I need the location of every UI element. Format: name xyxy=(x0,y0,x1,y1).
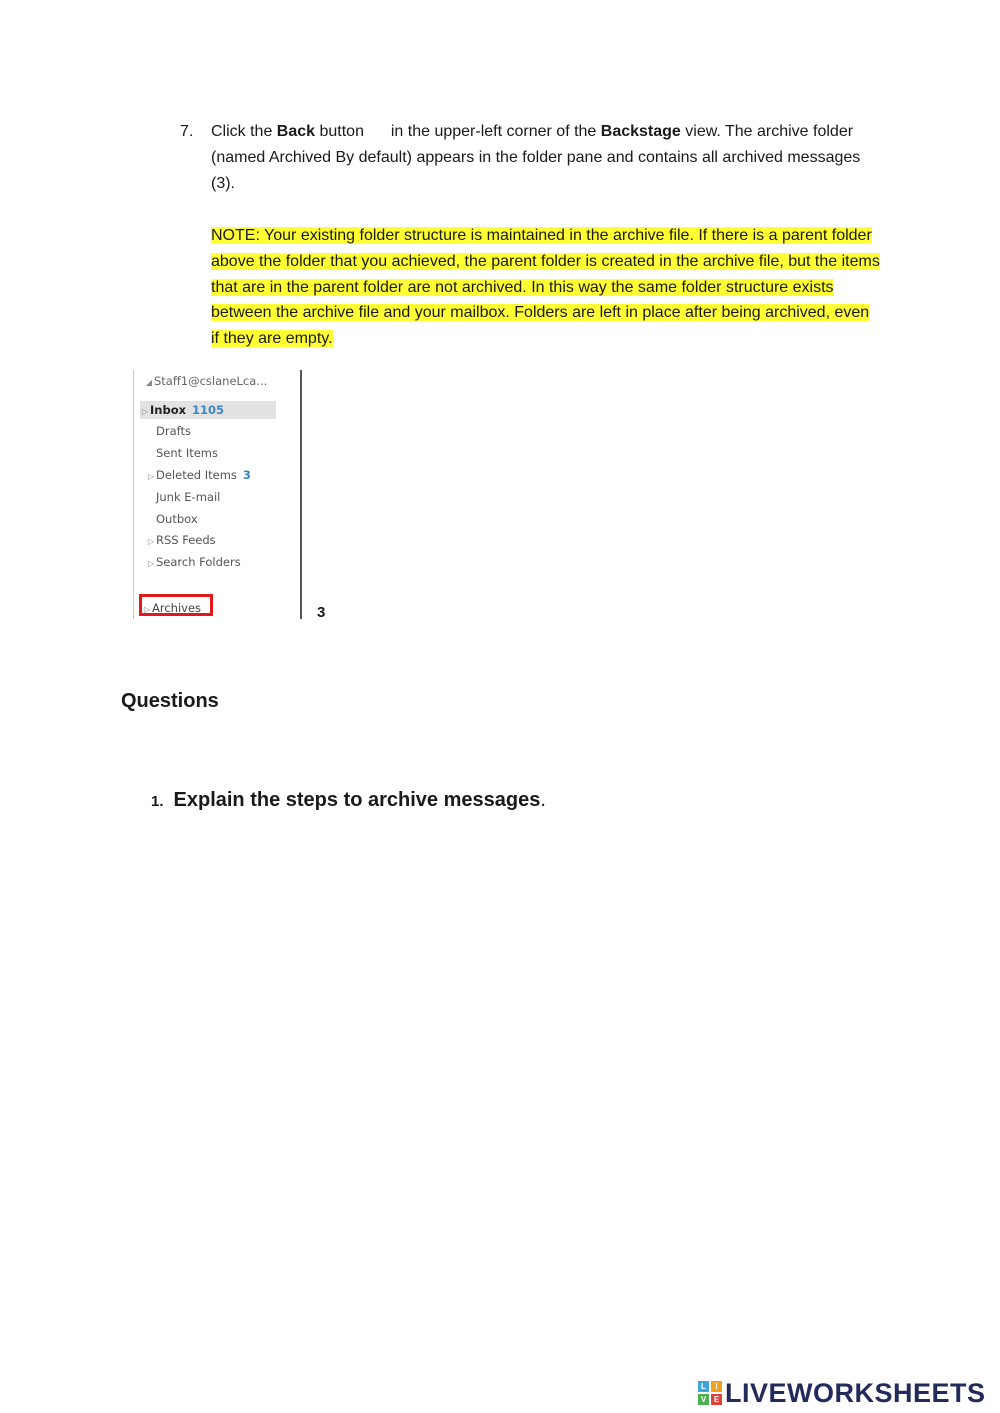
outlook-folder-pane xyxy=(133,370,302,619)
unread-count: 3 xyxy=(242,468,251,482)
expand-triangle-icon: ▷ xyxy=(147,559,155,568)
logo-letter-e: E xyxy=(711,1394,722,1405)
expand-triangle-icon: ▷ xyxy=(147,472,155,481)
expand-triangle-icon: ▷ xyxy=(141,407,149,416)
question-number: 1. xyxy=(151,793,164,810)
folder-sent-items[interactable] xyxy=(156,444,218,462)
step-text-mid: button xyxy=(315,123,369,140)
folder-rss-feeds[interactable] xyxy=(146,531,216,549)
logo-letter-l: L xyxy=(698,1381,709,1392)
collapse-triangle-icon: ◢ xyxy=(145,378,153,387)
step-number: 7. xyxy=(180,123,194,140)
unread-count: 1105 xyxy=(192,403,225,417)
expand-triangle-icon: ▷ xyxy=(143,605,151,614)
figure-number: 3 xyxy=(317,604,326,621)
folder-label: Outbox xyxy=(156,512,198,526)
step-text-pre: Click the xyxy=(211,123,277,140)
folder-search-folders[interactable] xyxy=(146,553,241,571)
folder-label: Archives xyxy=(152,601,202,615)
logo-letter-i: I xyxy=(711,1381,722,1392)
folder-inbox[interactable] xyxy=(140,401,276,419)
question-period: . xyxy=(540,789,546,811)
folder-label: Drafts xyxy=(156,424,191,438)
folder-label: Search Folders xyxy=(156,555,241,569)
folder-junk-email[interactable] xyxy=(156,488,220,506)
step-back-term: Back xyxy=(276,123,316,140)
folder-label: Sent Items xyxy=(156,446,218,460)
folder-outbox[interactable] xyxy=(156,510,198,528)
step-text-rest: view. The archive folder (named Archived By default) appears in the folder pane and contains all archived messages (3). xyxy=(211,123,861,192)
note-highlighted-text: NOTE: Your existing folder structure is maintained in the archive file. If there is a parent folder above the folder that you achieved, the parent folder is created in the archive file, but the items that are in the parent folder are not archived. In this way the same folder structure exists between the archive file and your mailbox. Folders are left in place after being archived, even if they are empty. xyxy=(211,227,880,348)
folder-archives-highlighted[interactable] xyxy=(139,594,213,616)
liveworksheets-brand xyxy=(698,1378,986,1408)
account-label: Staff1@cslaneLca... xyxy=(154,374,268,388)
logo-letter-v: V xyxy=(698,1394,709,1405)
folder-label: Junk E-mail xyxy=(156,490,221,504)
step-backstage-term: Backstage xyxy=(600,123,681,140)
folder-label: Inbox xyxy=(150,403,187,417)
account-row[interactable] xyxy=(144,372,267,390)
question-text: Explain the steps to archive messages xyxy=(173,789,541,811)
step-7 xyxy=(180,119,880,197)
folder-drafts[interactable] xyxy=(156,422,191,440)
folder-deleted-items[interactable] xyxy=(146,466,251,484)
liveworksheets-logo-icon xyxy=(698,1381,722,1405)
step-text xyxy=(211,119,880,197)
expand-triangle-icon: ▷ xyxy=(147,537,155,546)
question-1 xyxy=(151,789,546,812)
questions-heading: Questions xyxy=(121,690,219,712)
folder-label: RSS Feeds xyxy=(156,533,216,547)
folder-label: Deleted Items xyxy=(156,468,237,482)
step-text-post: in the upper-left corner of the xyxy=(386,123,601,140)
note-paragraph xyxy=(211,223,881,352)
brand-text: LIVEWORKSHEETS xyxy=(725,1377,986,1408)
